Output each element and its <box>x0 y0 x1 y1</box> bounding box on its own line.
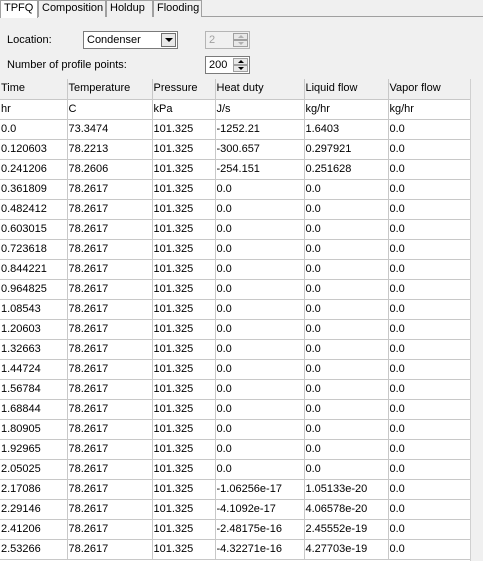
table-cell[interactable]: 0.964825 <box>0 279 67 299</box>
profile-points-value[interactable]: 200 <box>209 59 228 71</box>
table-cell[interactable]: 0.0 <box>304 439 388 459</box>
table-cell[interactable]: -300.657 <box>215 139 304 159</box>
tab-bar <box>0 0 483 17</box>
table-cell[interactable]: 0.0 <box>304 219 388 239</box>
table-cell[interactable]: 101.325 <box>152 499 215 519</box>
tab-tpfq[interactable]: TPFQ <box>0 0 38 18</box>
table-cell[interactable]: 4.27703e-19 <box>304 539 388 559</box>
table-cell[interactable]: 0.361809 <box>0 179 67 199</box>
table-units-row <box>0 99 470 119</box>
table-cell[interactable]: 0.0 <box>304 299 388 319</box>
table-cell[interactable]: 0.0 <box>215 199 304 219</box>
table-cell[interactable]: 0.723618 <box>0 239 67 259</box>
table-cell[interactable]: 101.325 <box>152 139 215 159</box>
table-cell[interactable]: 78.2617 <box>67 539 152 559</box>
table-cell[interactable]: 0.0 <box>388 419 470 439</box>
unit-cell[interactable]: kg/hr <box>304 99 388 119</box>
unit-cell[interactable]: J/s <box>215 99 304 119</box>
table-cell[interactable]: 101.325 <box>152 519 215 539</box>
table-cell[interactable]: 78.2617 <box>67 399 152 419</box>
table-cell[interactable]: 0.0 <box>215 339 304 359</box>
vertical-scrollbar[interactable] <box>470 79 483 561</box>
table-cell[interactable]: 101.325 <box>152 179 215 199</box>
table-cell[interactable]: 2.45552e-19 <box>304 519 388 539</box>
table-cell[interactable]: 0.0 <box>215 299 304 319</box>
table-row <box>0 519 470 539</box>
table-cell[interactable]: 0.0 <box>388 319 470 339</box>
table-cell[interactable]: 0.0 <box>304 279 388 299</box>
table-cell[interactable]: -1252.21 <box>215 119 304 139</box>
profile-points-stepper[interactable] <box>205 56 250 74</box>
table-cell[interactable]: 78.2617 <box>67 339 152 359</box>
table-cell[interactable]: 0.0 <box>388 259 470 279</box>
table-cell[interactable]: 101.325 <box>152 359 215 379</box>
table-cell[interactable]: 0.0 <box>388 339 470 359</box>
table-cell[interactable]: 0.0 <box>215 399 304 419</box>
table-row <box>0 199 470 219</box>
table-cell[interactable]: 78.2617 <box>67 219 152 239</box>
table-row <box>0 219 470 239</box>
table-cell[interactable]: 0.0 <box>215 219 304 239</box>
table-cell[interactable]: 0.482412 <box>0 199 67 219</box>
table-cell[interactable]: 78.2606 <box>67 159 152 179</box>
spin-down-icon[interactable] <box>233 65 248 72</box>
table-cell[interactable]: 101.325 <box>152 419 215 439</box>
table-cell[interactable]: 1.56784 <box>0 379 67 399</box>
table-cell[interactable]: 0.0 <box>388 299 470 319</box>
table-row <box>0 539 470 559</box>
table-row <box>0 499 470 519</box>
table-row <box>0 479 470 499</box>
table-cell[interactable]: 101.325 <box>152 319 215 339</box>
table-cell[interactable]: 0.251628 <box>304 159 388 179</box>
table-cell[interactable]: 78.2617 <box>67 519 152 539</box>
table-row <box>0 279 470 299</box>
table-cell[interactable]: 0.0 <box>215 439 304 459</box>
tab-composition[interactable]: Composition <box>38 0 106 17</box>
table-cell[interactable]: 2.41206 <box>0 519 67 539</box>
table-cell[interactable]: 2.29146 <box>0 499 67 519</box>
table-cell[interactable]: 78.2617 <box>67 419 152 439</box>
table-header-row <box>0 79 470 99</box>
table-cell[interactable]: -254.151 <box>215 159 304 179</box>
table-cell[interactable]: 1.6403 <box>304 119 388 139</box>
table-cell[interactable]: 0.0 <box>215 179 304 199</box>
table-cell[interactable]: 101.325 <box>152 239 215 259</box>
table-cell[interactable]: 101.325 <box>152 219 215 239</box>
table-cell[interactable]: 0.0 <box>388 139 470 159</box>
table-cell[interactable]: 101.325 <box>152 339 215 359</box>
table-cell[interactable]: 0.0 <box>215 379 304 399</box>
table-cell[interactable]: 0.0 <box>388 219 470 239</box>
chevron-down-icon[interactable] <box>161 33 176 47</box>
table-row <box>0 259 470 279</box>
column-header[interactable]: Pressure <box>152 79 215 99</box>
table-cell[interactable]: 101.325 <box>152 479 215 499</box>
unit-cell[interactable]: C <box>67 99 152 119</box>
table-row <box>0 179 470 199</box>
profile-options-panel <box>0 17 483 79</box>
table-cell[interactable]: 78.2617 <box>67 199 152 219</box>
column-header[interactable]: Vapor flow <box>388 79 470 99</box>
table-cell[interactable]: 78.2617 <box>67 359 152 379</box>
table-cell[interactable]: 0.0 <box>304 359 388 379</box>
table-cell[interactable]: 0.297921 <box>304 139 388 159</box>
table-cell[interactable]: 0.0 <box>304 259 388 279</box>
table-cell[interactable]: 78.2213 <box>67 139 152 159</box>
spin-down-icon <box>233 40 248 47</box>
table-cell[interactable]: 101.325 <box>152 119 215 139</box>
table-cell[interactable]: 101.325 <box>152 159 215 179</box>
table-row <box>0 159 470 179</box>
table-cell[interactable]: -1.06256e-17 <box>215 479 304 499</box>
table-cell[interactable]: 0.0 <box>388 159 470 179</box>
table-cell[interactable]: 0.0 <box>215 459 304 479</box>
table-cell[interactable]: 0.0 <box>304 399 388 419</box>
table-cell[interactable]: 0.120603 <box>0 139 67 159</box>
stage-stepper <box>205 31 250 49</box>
table-cell[interactable]: 0.0 <box>215 259 304 279</box>
table-cell[interactable]: 0.0 <box>304 419 388 439</box>
table-row <box>0 119 470 139</box>
tab-holdup[interactable]: Holdup <box>106 0 153 17</box>
table-cell[interactable]: 78.2617 <box>67 259 152 279</box>
table-cell[interactable]: 4.06578e-20 <box>304 499 388 519</box>
table-cell[interactable]: 0.0 <box>304 319 388 339</box>
unit-cell[interactable]: kPa <box>152 99 215 119</box>
table-cell[interactable]: 0.0 <box>304 459 388 479</box>
column-header[interactable]: Liquid flow <box>304 79 388 99</box>
column-header[interactable]: Time <box>0 79 67 99</box>
table-row <box>0 339 470 359</box>
profile-table <box>0 79 470 561</box>
table-cell[interactable]: 78.2617 <box>67 439 152 459</box>
table-cell[interactable]: 101.325 <box>152 279 215 299</box>
table-cell[interactable]: 78.2617 <box>67 319 152 339</box>
location-label: Location: <box>7 34 52 46</box>
table-cell[interactable]: 1.20603 <box>0 319 67 339</box>
table-cell[interactable]: 0.0 <box>388 359 470 379</box>
table-cell[interactable]: 101.325 <box>152 399 215 419</box>
table-cell[interactable]: 0.0 <box>388 399 470 419</box>
table-cell[interactable]: 78.2617 <box>67 299 152 319</box>
table-cell[interactable]: 2.53266 <box>0 539 67 559</box>
table-cell[interactable]: 0.0 <box>388 519 470 539</box>
table-cell[interactable]: 0.0 <box>0 119 67 139</box>
table-row <box>0 359 470 379</box>
column-header[interactable]: Heat duty <box>215 79 304 99</box>
table-row <box>0 319 470 339</box>
table-cell[interactable]: 1.80905 <box>0 419 67 439</box>
table-cell[interactable]: 78.2617 <box>67 179 152 199</box>
table-cell[interactable]: 1.92965 <box>0 439 67 459</box>
table-cell[interactable]: 0.0 <box>388 459 470 479</box>
profile-points-label: Number of profile points: <box>7 59 127 71</box>
table-cell[interactable]: 78.2617 <box>67 239 152 259</box>
location-value: Condenser <box>87 34 141 46</box>
table-cell[interactable]: -2.48175e-16 <box>215 519 304 539</box>
table-cell[interactable]: 101.325 <box>152 379 215 399</box>
unit-cell[interactable]: kg/hr <box>388 99 470 119</box>
table-cell[interactable]: 0.0 <box>388 179 470 199</box>
spin-up-icon <box>233 33 248 40</box>
table-cell[interactable]: 0.0 <box>304 199 388 219</box>
table-cell[interactable]: 0.0 <box>388 499 470 519</box>
table-cell[interactable]: -4.1092e-17 <box>215 499 304 519</box>
table-row <box>0 439 470 459</box>
unit-cell[interactable]: hr <box>0 99 67 119</box>
table-cell[interactable]: 101.325 <box>152 259 215 279</box>
table-cell[interactable]: 2.17086 <box>0 479 67 499</box>
table-cell[interactable]: -4.32271e-16 <box>215 539 304 559</box>
table-cell[interactable]: 0.0 <box>304 239 388 259</box>
table-cell[interactable]: 78.2617 <box>67 459 152 479</box>
column-header[interactable]: Temperature <box>67 79 152 99</box>
table-cell[interactable]: 0.0 <box>388 119 470 139</box>
table-row <box>0 139 470 159</box>
table-cell[interactable]: 1.05133e-20 <box>304 479 388 499</box>
table-cell[interactable]: 0.0 <box>388 539 470 559</box>
table-cell[interactable]: 0.0 <box>215 359 304 379</box>
table-row <box>0 239 470 259</box>
table-cell[interactable]: 0.0 <box>388 439 470 459</box>
table-cell[interactable]: 1.68844 <box>0 399 67 419</box>
table-cell[interactable]: 0.844221 <box>0 259 67 279</box>
table-cell[interactable]: 101.325 <box>152 199 215 219</box>
table-cell[interactable]: 2.05025 <box>0 459 67 479</box>
spin-up-icon[interactable] <box>233 58 248 65</box>
table-cell[interactable]: 78.2617 <box>67 379 152 399</box>
table-cell[interactable]: 73.3474 <box>67 119 152 139</box>
table-cell[interactable]: 0.0 <box>388 379 470 399</box>
table-cell[interactable]: 0.603015 <box>0 219 67 239</box>
table-cell[interactable]: 0.0 <box>215 319 304 339</box>
table-cell[interactable]: 101.325 <box>152 299 215 319</box>
table-cell[interactable]: 0.0 <box>388 279 470 299</box>
location-dropdown[interactable] <box>83 31 178 49</box>
table-cell[interactable]: 0.0 <box>215 279 304 299</box>
table-cell[interactable]: 0.0 <box>304 339 388 359</box>
table-row <box>0 379 470 399</box>
table-row <box>0 419 470 439</box>
table-row <box>0 299 470 319</box>
table-cell[interactable]: 0.0 <box>388 239 470 259</box>
table-row <box>0 459 470 479</box>
table-cell[interactable]: 0.0 <box>304 179 388 199</box>
table-row <box>0 399 470 419</box>
stage-value: 2 <box>209 34 216 46</box>
table-cell[interactable]: 1.44724 <box>0 359 67 379</box>
table-cell[interactable]: 0.0 <box>304 379 388 399</box>
table-cell[interactable]: 78.2617 <box>67 479 152 499</box>
tab-flooding[interactable]: Flooding <box>153 0 202 17</box>
table-cell[interactable]: 0.0 <box>215 419 304 439</box>
table-cell[interactable]: 1.32663 <box>0 339 67 359</box>
table-cell[interactable]: 0.0 <box>215 239 304 259</box>
table-cell[interactable]: 0.0 <box>388 479 470 499</box>
table-cell[interactable]: 78.2617 <box>67 279 152 299</box>
table-cell[interactable]: 101.325 <box>152 439 215 459</box>
table-cell[interactable]: 78.2617 <box>67 499 152 519</box>
table-cell[interactable]: 101.325 <box>152 539 215 559</box>
table-cell[interactable]: 0.241206 <box>0 159 67 179</box>
table-cell[interactable]: 101.325 <box>152 459 215 479</box>
table-cell[interactable]: 1.08543 <box>0 299 67 319</box>
table-cell[interactable]: 0.0 <box>388 199 470 219</box>
